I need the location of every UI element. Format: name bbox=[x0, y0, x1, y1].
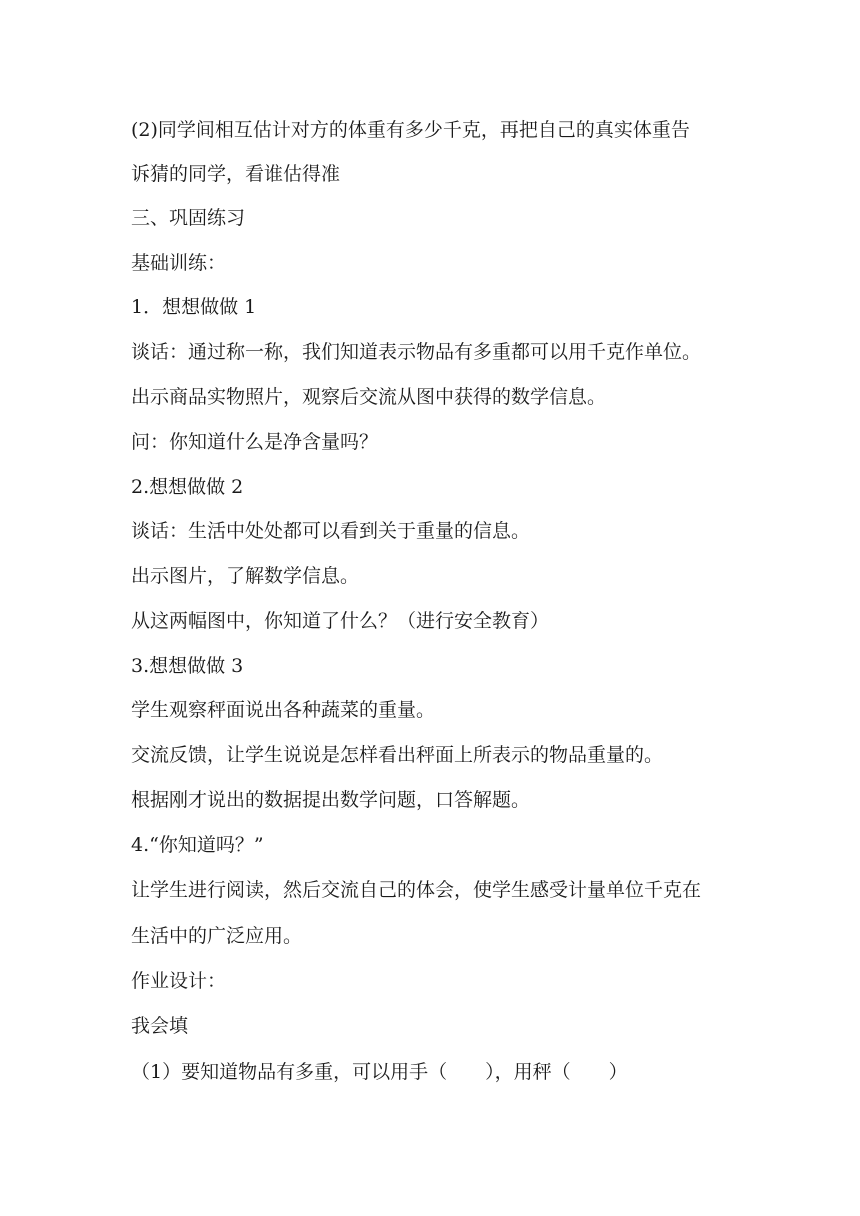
text-line: 从这两幅图中，你知道了什么？（进行安全教育） bbox=[131, 610, 550, 632]
exercise-heading: 2.想想做做 2 bbox=[131, 476, 244, 498]
subheading: 作业设计： bbox=[131, 970, 227, 992]
exercise-heading: 4.“你知道吗？” bbox=[131, 834, 264, 856]
text-line: 谈话：生活中处处都可以看到关于重量的信息。 bbox=[131, 520, 531, 542]
text-line: 出示图片，了解数学信息。 bbox=[131, 565, 360, 587]
exercise-heading: 3.想想做做 3 bbox=[131, 655, 244, 677]
text-line: 让学生进行阅读，然后交流自己的体会，使学生感受计量单位千克在 bbox=[131, 879, 702, 901]
text-line: 诉猜的同学，看谁估得准 bbox=[131, 163, 341, 185]
text-line: 交流反馈，让学生说说是怎样看出秤面上所表示的物品重量的。 bbox=[131, 744, 664, 766]
text-line: 谈话：通过称一称，我们知道表示物品有多重都可以用千克作单位。 bbox=[131, 341, 702, 363]
text-line: 学生观察秤面说出各种蔬菜的重量。 bbox=[131, 699, 436, 721]
text-line: (2)同学间相互估计对方的体重有多少千克，再把自己的真实体重告 bbox=[131, 119, 690, 141]
subheading: 我会填 bbox=[131, 1015, 189, 1037]
section-heading: 三、巩固练习 bbox=[131, 207, 246, 229]
exercise-heading: 1．想想做做 1 bbox=[131, 296, 257, 318]
subheading: 基础训练： bbox=[131, 252, 227, 274]
text-line: 出示商品实物照片，观察后交流从图中获得的数学信息。 bbox=[131, 386, 607, 408]
text-line: 生活中的广泛应用。 bbox=[131, 925, 303, 947]
text-line: （1）要知道物品有多重，可以用手（ ），用秤（ ） bbox=[131, 1061, 628, 1083]
text-line: 问：你知道什么是净含量吗？ bbox=[131, 431, 379, 453]
text-line: 根据刚才说出的数据提出数学问题，口答解题。 bbox=[131, 789, 531, 811]
